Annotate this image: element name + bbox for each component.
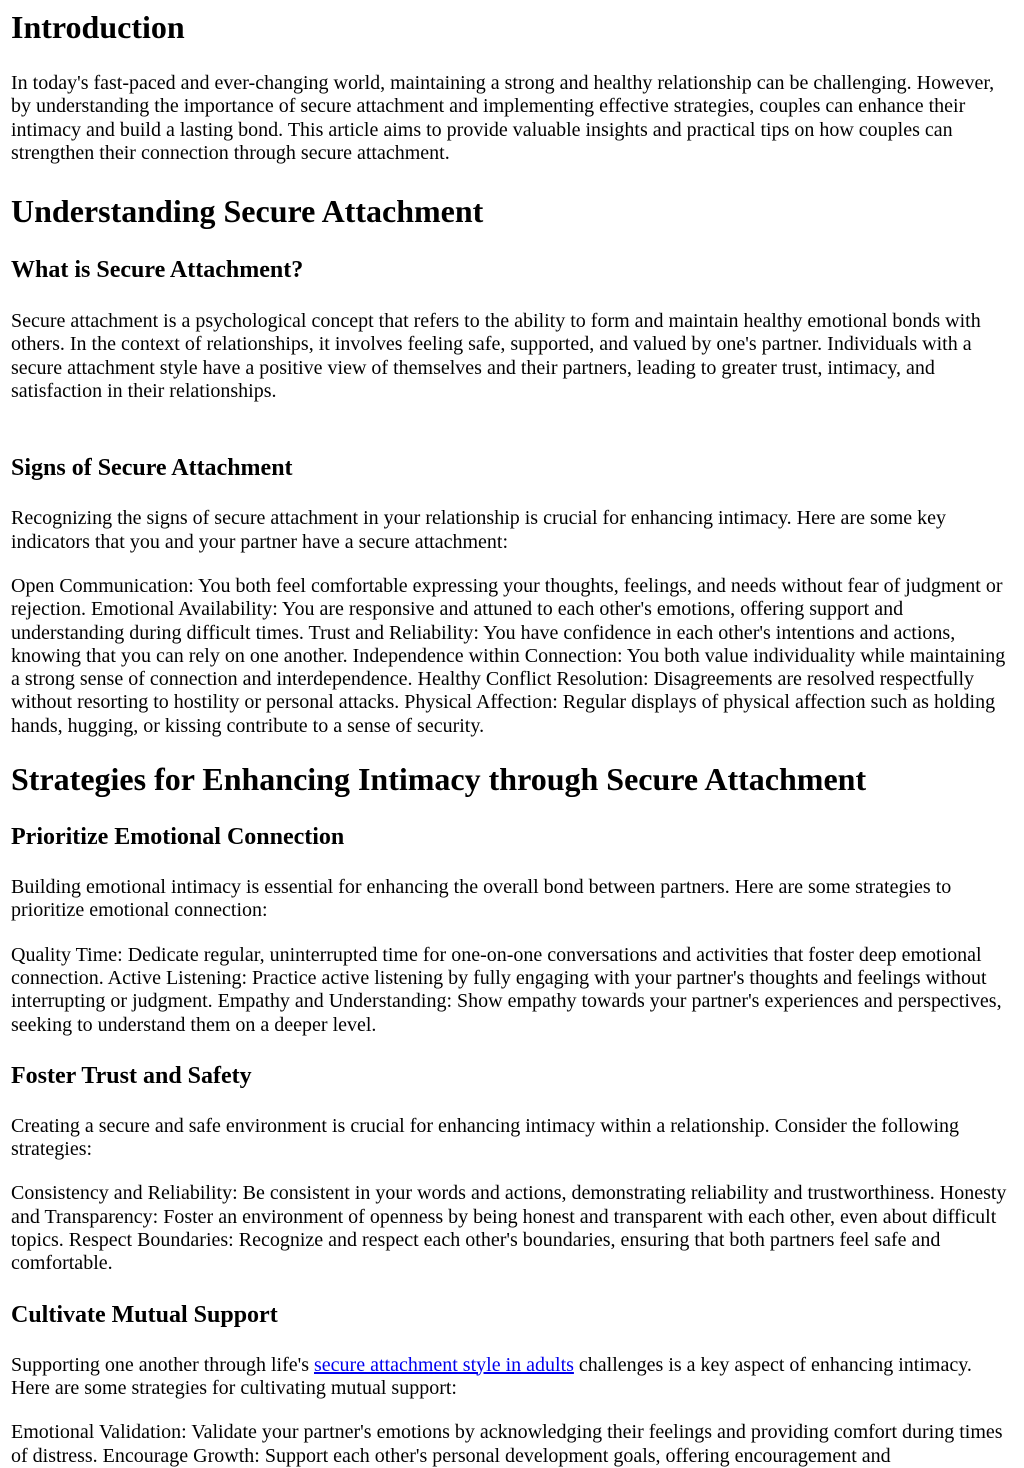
trust-intro-paragraph: Creating a secure and safe environment is crucial for enhancing intimacy within a relationship. Consider the following strategies:	[11, 1114, 960, 1161]
support-heading: Cultivate Mutual Support	[11, 1301, 278, 1328]
trust-heading: Foster Trust and Safety	[11, 1062, 252, 1089]
what-is-secure-attachment-heading: What is Secure Attachment?	[11, 257, 304, 284]
support-intro-paragraph	[11, 1354, 1014, 1401]
support-intro-text-before-link: Supporting one another through life's	[11, 1353, 314, 1376]
introduction-heading: Introduction	[11, 9, 185, 45]
signs-intro-paragraph: Recognizing the signs of secure attachment in your relationship is crucial for enhancing intimacy. Here are some key indicators that you and your partner have a secure attachment:	[11, 507, 947, 553]
support-intro-text-after-link: challenges is a key aspect of enhancing intimacy. Here are some strategies for cultivating mutual support:	[11, 1353, 972, 1399]
signs-list-paragraph: Open Communication: You both feel comfortable expressing your thoughts, feelings, and needs without fear of judgment or rejection. Emotional Availability: You are responsive and attuned to each other's emotions, offering support and understanding during difficult times. Trust and Reliability: You have confidence in each other's intentions and actions, knowing that you can rely on one another. Independence within Connection: You both value individuality while maintaining a strong sense of connection and interdependence. Healthy Conflict Resolution: Disagreements are resolved respectfully without resorting to hostility or personal attacks. Physical Affection: Regular displays of physical affection such as holding hands, hugging, or kissing contribute to a sense of security.	[11, 574, 1006, 737]
prioritize-intro-paragraph: Building emotional intimacy is essential for enhancing the overall bond between partners. Here are some strategies to prioritize emotional connection:	[11, 876, 952, 922]
prioritize-list-paragraph: Quality Time: Dedicate regular, uninterrupted time for one-on-one conversations and activities that foster deep emotional connection. Active Listening: Practice active listening by fully engaging with your partner's thoughts and feelings without interrupting or judgment. Empathy and Understanding: Show empathy towards your partner's experiences and perspectives, seeking to understand them on a deeper level.	[11, 943, 1002, 1036]
article	[0, 8, 1024, 1468]
introduction-paragraph: In today's fast-paced and ever-changing world, maintaining a strong and healthy relationship can be challenging. However, by understanding the importance of secure attachment and implementing effective strategies, couples can enhance their intimacy and build a lasting bond. This article aims to provide valuable insights and practical tips on how couples can strengthen their connection through secure attachment.	[11, 72, 995, 164]
strategies-heading: Strategies for Enhancing Intimacy through Secure Attachment	[11, 761, 867, 798]
trust-list-paragraph: Consistency and Reliability: Be consistent in your words and actions, demonstrating reliability and trustworthiness. Honesty and Transparency: Foster an environment of openness by being honest and transparent with each other, even about difficult topics. Respect Boundaries: Recognize and respect each other's boundaries, ensuring that both partners feel safe and comfortable.	[11, 1182, 1007, 1275]
support-list-paragraph: Emotional Validation: Validate your partner's emotions by acknowledging their feelings and providing comfort during times of distress. Encourage Growth: Support each other's personal development goals, offering encouragement and	[11, 1421, 1003, 1467]
prioritize-heading: Prioritize Emotional Connection	[11, 824, 345, 851]
secure-attachment-style-link[interactable]: secure attachment style in adults	[314, 1353, 574, 1376]
signs-heading: Signs of Secure Attachment	[11, 455, 293, 482]
understanding-heading: Understanding Secure Attachment	[11, 193, 484, 230]
what-is-secure-attachment-paragraph: Secure attachment is a psychological concept that refers to the ability to form and maintain healthy emotional bonds with others. In the context of relationships, it involves feeling safe, supported, and valued by one's partner. Individuals with a secure attachment style have a positive view of themselves and their partners, leading to greater trust, intimacy, and satisfaction in their relationships.	[11, 310, 981, 403]
